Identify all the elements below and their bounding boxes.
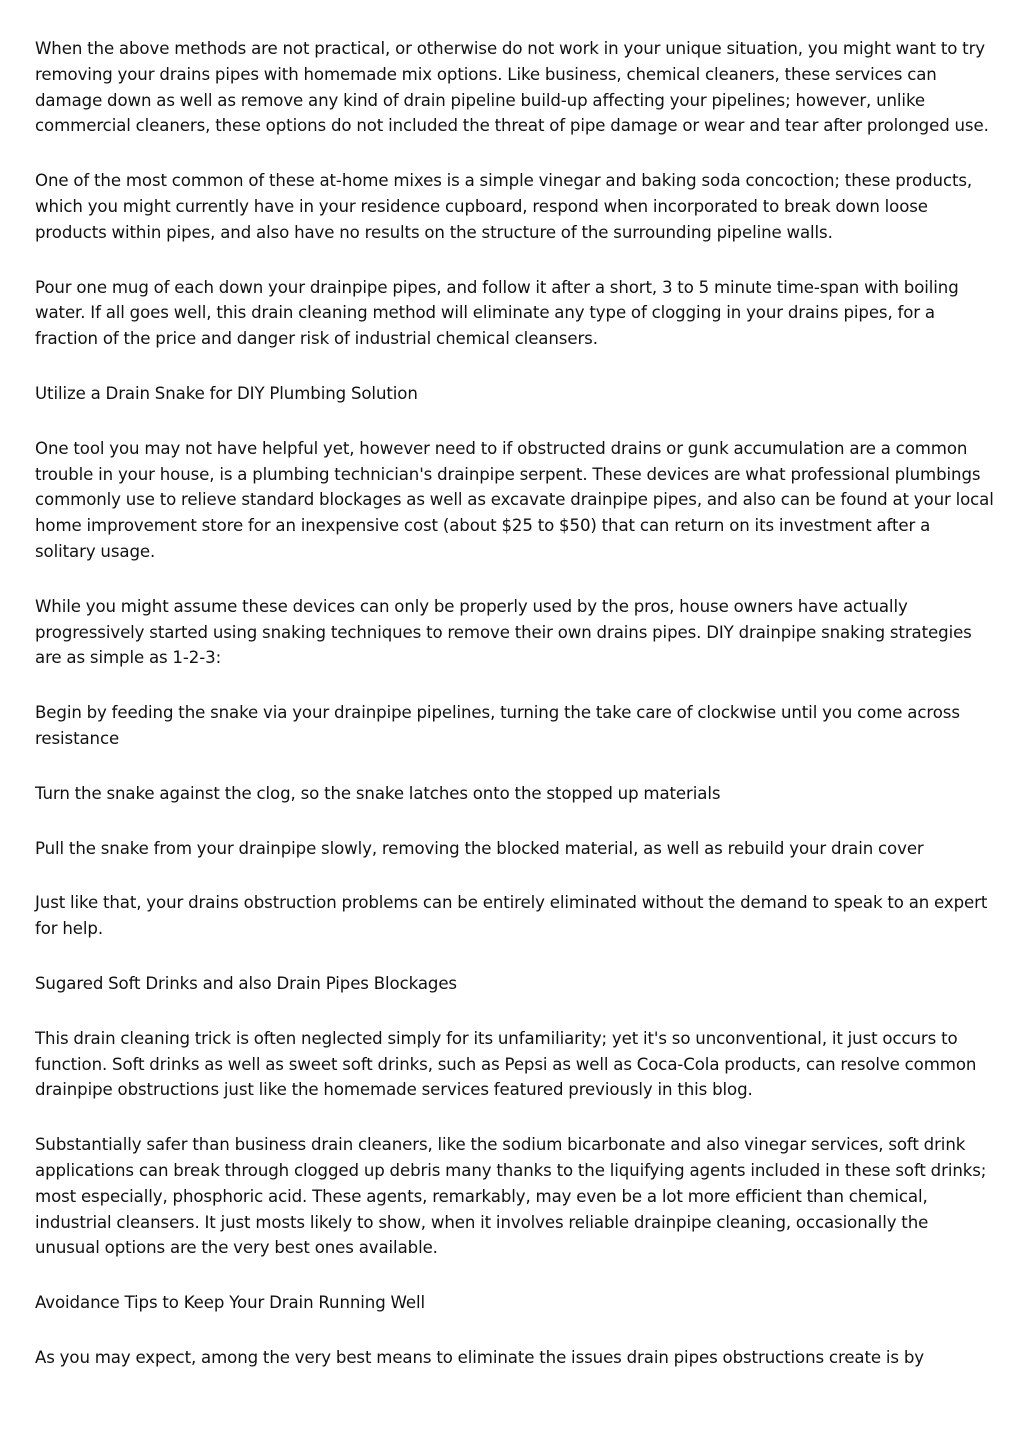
section-heading-soft-drinks: Sugared Soft Drinks and also Drain Pipes Blockages — [35, 973, 457, 993]
paragraph-intro-homemade-mix: When the above methods are not practical, or otherwise do not work in your unique situation, you might want to try removing your drains pipes with homemade mix options. Like business, chemical cleaners, these services can damage down as well as remove any kind of drain pipeline build-up affecting your pipelines; however, unlike commercial cleaners, these options do not included the threat of pipe damage or wear and tear after prolonged use. — [35, 39, 989, 136]
paragraph-soft-drink-trick: This drain cleaning trick is often neglected simply for its unfamiliarity; yet it's so unconventional, it just occurs to function. Soft drinks as well as sweet soft drinks, such as Pepsi as well as Coca-Cola products, can resolve common drainpipe obstructions just like the homemade services featured previously in this blog. — [35, 1028, 977, 1100]
paragraph-avoidance-intro: As you may expect, among the very best means to eliminate the issues drain pipes obstructions create is by — [35, 1347, 924, 1367]
section-heading-avoidance-tips: Avoidance Tips to Keep Your Drain Running Well — [35, 1293, 425, 1313]
step-feed-snake: Begin by feeding the snake via your drainpipe pipelines, turning the take care of clockwise until you come across resistance — [35, 703, 960, 748]
step-turn-snake: Turn the snake against the clog, so the snake latches onto the stopped up materials — [35, 783, 721, 803]
paragraph-obstruction-eliminated: Just like that, your drains obstruction problems can be entirely eliminated without the demand to speak to an expert for help. — [35, 893, 988, 939]
paragraph-drain-snake-tool: One tool you may not have helpful yet, however need to if obstructed drains or gunk accumulation are a common trouble in your house, is a plumbing technician's drainpipe serpent. These devices are what professional plumbings commonly use to relieve standard blockages as well as excavate drainpipe pipes, and also can be found at your local home improvement store for an inexpensive cost (about $25 to $50) that can return on its investment after a solitary usage. — [35, 438, 994, 561]
paragraph-vinegar-baking-soda: One of the most common of these at-home mixes is a simple vinegar and baking soda concoction; these products, which you might currently have in your residence cupboard, respond when incorporated to break down loose products within pipes, and also have no results on the structure of the surrounding pipeline walls. — [35, 171, 973, 242]
paragraph-soft-drink-safety: Substantially safer than business drain cleaners, like the sodium bicarbonate and also vinegar services, soft drink applications can break through clogged up debris many thanks to the liquifying agents included in these soft drinks; most especially, phosphoric acid. These agents, remarkably, may even be a lot more efficient than chemical, industrial cleansers. It just mosts likely to show, when it involves reliable drainpipe cleaning, occasionally the unusual options are the very best ones available. — [35, 1135, 987, 1258]
step-pull-snake: Pull the snake from your drainpipe slowly, removing the blocked material, as well as rebuild your drain cover — [35, 838, 924, 858]
document-body — [35, 36, 995, 1400]
paragraph-diy-snaking: While you might assume these devices can only be properly used by the pros, house owners have actually progressively started using snaking techniques to remove their own drains pipes. DIY drainpipe snaking strategies are as simple as 1-2-3: — [35, 596, 972, 668]
section-heading-drain-snake: Utilize a Drain Snake for DIY Plumbing Solution — [35, 383, 418, 403]
paragraph-pour-instructions: Pour one mug of each down your drainpipe pipes, and follow it after a short, 3 to 5 minute time-span with boiling water. If all goes well, this drain cleaning method will eliminate any type of clogging in your drains pipes, for a fraction of the price and danger risk of industrial chemical cleansers. — [35, 277, 959, 349]
